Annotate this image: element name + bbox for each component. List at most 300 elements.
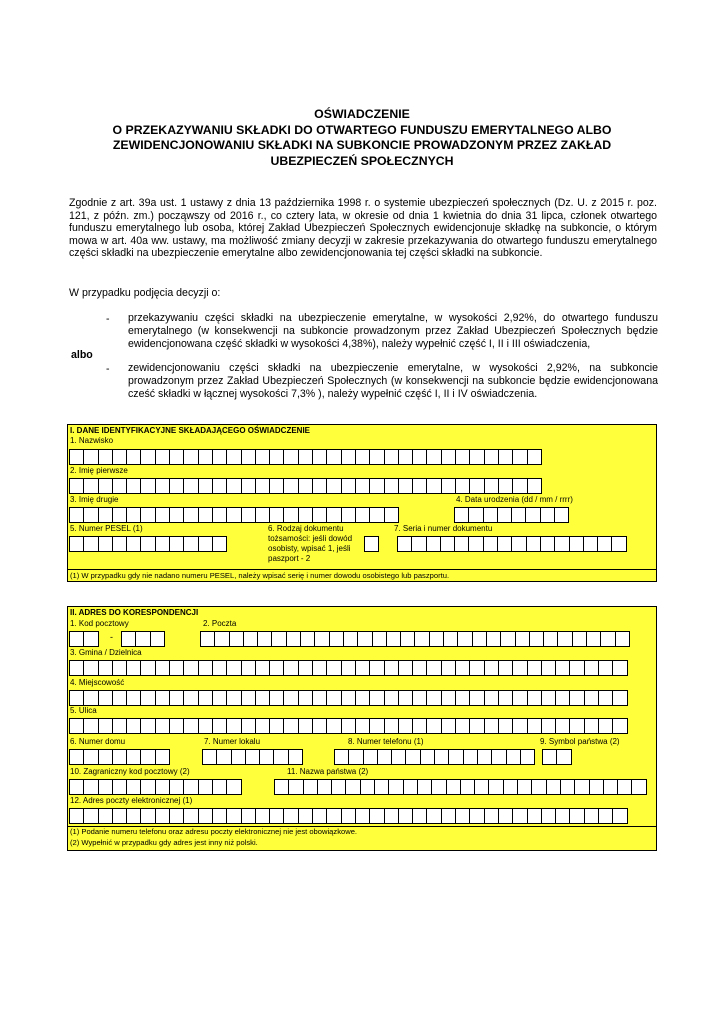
char-box[interactable] <box>312 690 327 706</box>
char-box[interactable] <box>512 718 527 734</box>
char-box[interactable] <box>469 718 484 734</box>
char-box[interactable] <box>269 690 284 706</box>
char-box[interactable] <box>348 749 363 765</box>
char-box[interactable] <box>69 449 84 465</box>
char-box[interactable] <box>241 690 256 706</box>
char-box[interactable] <box>183 779 198 795</box>
char-box[interactable] <box>397 536 412 552</box>
char-box[interactable] <box>512 660 527 676</box>
char-box[interactable] <box>271 631 286 647</box>
char-box[interactable] <box>484 718 499 734</box>
char-box[interactable] <box>198 660 213 676</box>
char-box[interactable] <box>503 779 518 795</box>
char-box[interactable] <box>454 536 469 552</box>
char-box[interactable] <box>274 779 289 795</box>
char-box[interactable] <box>83 718 98 734</box>
char-box[interactable] <box>364 536 379 552</box>
char-box[interactable] <box>355 478 370 494</box>
char-box[interactable] <box>212 718 227 734</box>
char-box[interactable] <box>155 536 170 552</box>
char-box[interactable] <box>140 536 155 552</box>
char-box[interactable] <box>572 631 587 647</box>
document-type-box[interactable] <box>364 536 378 552</box>
char-box[interactable] <box>140 808 155 824</box>
char-box[interactable] <box>483 536 498 552</box>
char-box[interactable] <box>355 718 370 734</box>
char-box[interactable] <box>255 808 270 824</box>
char-box[interactable] <box>326 718 341 734</box>
char-box[interactable] <box>560 779 575 795</box>
char-box[interactable] <box>486 631 501 647</box>
char-box[interactable] <box>112 478 127 494</box>
char-box[interactable] <box>463 749 478 765</box>
char-box[interactable] <box>384 718 399 734</box>
char-box[interactable] <box>155 660 170 676</box>
char-box[interactable] <box>541 690 556 706</box>
street-boxes[interactable] <box>69 718 627 734</box>
char-box[interactable] <box>169 536 184 552</box>
char-box[interactable] <box>140 749 155 765</box>
char-box[interactable] <box>83 690 98 706</box>
char-box[interactable] <box>541 660 556 676</box>
char-box[interactable] <box>269 449 284 465</box>
char-box[interactable] <box>283 690 298 706</box>
char-box[interactable] <box>455 690 470 706</box>
char-box[interactable] <box>612 718 627 734</box>
pesel-boxes[interactable] <box>69 536 226 552</box>
char-box[interactable] <box>631 779 646 795</box>
char-box[interactable] <box>112 449 127 465</box>
char-box[interactable] <box>169 478 184 494</box>
char-box[interactable] <box>527 449 542 465</box>
char-box[interactable] <box>527 808 542 824</box>
char-box[interactable] <box>155 449 170 465</box>
char-box[interactable] <box>341 808 356 824</box>
char-box[interactable] <box>155 507 170 523</box>
char-box[interactable] <box>555 718 570 734</box>
char-box[interactable] <box>483 507 498 523</box>
char-box[interactable] <box>155 808 170 824</box>
char-box[interactable] <box>226 507 241 523</box>
char-box[interactable] <box>212 507 227 523</box>
char-box[interactable] <box>412 478 427 494</box>
char-box[interactable] <box>484 660 499 676</box>
char-box[interactable] <box>600 631 615 647</box>
char-box[interactable] <box>498 449 513 465</box>
char-box[interactable] <box>155 718 170 734</box>
char-box[interactable] <box>169 690 184 706</box>
char-box[interactable] <box>455 660 470 676</box>
char-box[interactable] <box>469 449 484 465</box>
birth-date-boxes[interactable] <box>454 507 568 523</box>
char-box[interactable] <box>527 718 542 734</box>
first-name-boxes[interactable] <box>69 478 541 494</box>
house-number-boxes[interactable] <box>69 749 169 765</box>
char-box[interactable] <box>497 536 512 552</box>
char-box[interactable] <box>414 631 429 647</box>
char-box[interactable] <box>269 718 284 734</box>
char-box[interactable] <box>498 478 513 494</box>
char-box[interactable] <box>484 808 499 824</box>
char-box[interactable] <box>212 449 227 465</box>
char-box[interactable] <box>226 449 241 465</box>
char-box[interactable] <box>183 536 198 552</box>
char-box[interactable] <box>269 808 284 824</box>
char-box[interactable] <box>448 749 463 765</box>
char-box[interactable] <box>126 536 141 552</box>
char-box[interactable] <box>98 478 113 494</box>
char-box[interactable] <box>484 478 499 494</box>
char-box[interactable] <box>183 478 198 494</box>
char-box[interactable] <box>597 536 612 552</box>
char-box[interactable] <box>286 631 301 647</box>
char-box[interactable] <box>183 690 198 706</box>
char-box[interactable] <box>98 507 113 523</box>
char-box[interactable] <box>400 631 415 647</box>
char-box[interactable] <box>540 536 555 552</box>
char-box[interactable] <box>454 507 469 523</box>
char-box[interactable] <box>555 690 570 706</box>
char-box[interactable] <box>531 779 546 795</box>
char-box[interactable] <box>255 690 270 706</box>
char-box[interactable] <box>126 690 141 706</box>
char-box[interactable] <box>326 690 341 706</box>
char-box[interactable] <box>140 660 155 676</box>
char-box[interactable] <box>183 660 198 676</box>
char-box[interactable] <box>469 808 484 824</box>
char-box[interactable] <box>312 808 327 824</box>
char-box[interactable] <box>255 507 270 523</box>
char-box[interactable] <box>369 478 384 494</box>
char-box[interactable] <box>431 779 446 795</box>
char-box[interactable] <box>554 536 569 552</box>
char-box[interactable] <box>241 718 256 734</box>
char-box[interactable] <box>98 808 113 824</box>
char-box[interactable] <box>469 660 484 676</box>
char-box[interactable] <box>198 536 213 552</box>
foreign-postal-code-boxes[interactable] <box>69 779 241 795</box>
char-box[interactable] <box>214 631 229 647</box>
char-box[interactable] <box>283 478 298 494</box>
char-box[interactable] <box>283 449 298 465</box>
char-box[interactable] <box>443 631 458 647</box>
char-box[interactable] <box>446 779 461 795</box>
char-box[interactable] <box>412 808 427 824</box>
char-box[interactable] <box>529 631 544 647</box>
char-box[interactable] <box>417 779 432 795</box>
char-box[interactable] <box>497 507 512 523</box>
char-box[interactable] <box>83 507 98 523</box>
char-box[interactable] <box>372 631 387 647</box>
char-box[interactable] <box>420 749 435 765</box>
char-box[interactable] <box>69 779 84 795</box>
char-box[interactable] <box>391 749 406 765</box>
char-box[interactable] <box>269 507 284 523</box>
char-box[interactable] <box>112 660 127 676</box>
char-box[interactable] <box>312 660 327 676</box>
char-box[interactable] <box>405 749 420 765</box>
char-box[interactable] <box>314 631 329 647</box>
country-symbol-boxes[interactable] <box>542 749 571 765</box>
char-box[interactable] <box>517 779 532 795</box>
char-box[interactable] <box>169 449 184 465</box>
char-box[interactable] <box>412 690 427 706</box>
char-box[interactable] <box>140 449 155 465</box>
apartment-number-boxes[interactable] <box>202 749 302 765</box>
char-box[interactable] <box>398 478 413 494</box>
char-box[interactable] <box>312 478 327 494</box>
postal-code-boxes-a[interactable] <box>69 631 98 647</box>
char-box[interactable] <box>326 449 341 465</box>
char-box[interactable] <box>83 660 98 676</box>
char-box[interactable] <box>83 779 98 795</box>
char-box[interactable] <box>526 536 541 552</box>
char-box[interactable] <box>426 478 441 494</box>
char-box[interactable] <box>546 779 561 795</box>
char-box[interactable] <box>398 690 413 706</box>
char-box[interactable] <box>98 449 113 465</box>
char-box[interactable] <box>112 808 127 824</box>
char-box[interactable] <box>525 507 540 523</box>
char-box[interactable] <box>384 808 399 824</box>
char-box[interactable] <box>569 690 584 706</box>
char-box[interactable] <box>541 718 556 734</box>
char-box[interactable] <box>472 631 487 647</box>
char-box[interactable] <box>555 808 570 824</box>
char-box[interactable] <box>488 779 503 795</box>
char-box[interactable] <box>542 749 557 765</box>
char-box[interactable] <box>555 660 570 676</box>
char-box[interactable] <box>412 660 427 676</box>
char-box[interactable] <box>140 779 155 795</box>
char-box[interactable] <box>69 690 84 706</box>
char-box[interactable] <box>83 631 98 647</box>
char-box[interactable] <box>283 507 298 523</box>
char-box[interactable] <box>584 660 599 676</box>
char-box[interactable] <box>515 631 530 647</box>
char-box[interactable] <box>98 536 113 552</box>
char-box[interactable] <box>355 660 370 676</box>
char-box[interactable] <box>112 779 127 795</box>
char-box[interactable] <box>557 631 572 647</box>
char-box[interactable] <box>455 449 470 465</box>
char-box[interactable] <box>112 507 127 523</box>
char-box[interactable] <box>355 449 370 465</box>
char-box[interactable] <box>226 779 241 795</box>
char-box[interactable] <box>498 808 513 824</box>
char-box[interactable] <box>126 749 141 765</box>
char-box[interactable] <box>226 478 241 494</box>
char-box[interactable] <box>355 808 370 824</box>
char-box[interactable] <box>169 808 184 824</box>
char-box[interactable] <box>198 507 213 523</box>
char-box[interactable] <box>69 507 84 523</box>
char-box[interactable] <box>150 631 165 647</box>
char-box[interactable] <box>126 449 141 465</box>
char-box[interactable] <box>255 660 270 676</box>
char-box[interactable] <box>169 718 184 734</box>
char-box[interactable] <box>98 779 113 795</box>
char-box[interactable] <box>331 779 346 795</box>
char-box[interactable] <box>574 779 589 795</box>
char-box[interactable] <box>212 478 227 494</box>
char-box[interactable] <box>455 718 470 734</box>
char-box[interactable] <box>511 507 526 523</box>
char-box[interactable] <box>384 478 399 494</box>
char-box[interactable] <box>583 536 598 552</box>
char-box[interactable] <box>241 449 256 465</box>
char-box[interactable] <box>98 749 113 765</box>
char-box[interactable] <box>512 449 527 465</box>
char-box[interactable] <box>312 449 327 465</box>
char-box[interactable] <box>498 718 513 734</box>
char-box[interactable] <box>441 449 456 465</box>
char-box[interactable] <box>512 808 527 824</box>
char-box[interactable] <box>126 478 141 494</box>
char-box[interactable] <box>298 449 313 465</box>
char-box[interactable] <box>69 718 84 734</box>
char-box[interactable] <box>426 690 441 706</box>
char-box[interactable] <box>384 660 399 676</box>
phone-boxes[interactable] <box>334 749 534 765</box>
char-box[interactable] <box>298 478 313 494</box>
char-box[interactable] <box>506 749 521 765</box>
char-box[interactable] <box>398 718 413 734</box>
char-box[interactable] <box>183 507 198 523</box>
char-box[interactable] <box>298 690 313 706</box>
char-box[interactable] <box>198 779 213 795</box>
char-box[interactable] <box>83 808 98 824</box>
char-box[interactable] <box>112 718 127 734</box>
char-box[interactable] <box>469 690 484 706</box>
char-box[interactable] <box>140 690 155 706</box>
char-box[interactable] <box>212 690 227 706</box>
char-box[interactable] <box>589 779 604 795</box>
char-box[interactable] <box>455 808 470 824</box>
char-box[interactable] <box>326 808 341 824</box>
char-box[interactable] <box>326 507 341 523</box>
char-box[interactable] <box>69 536 84 552</box>
char-box[interactable] <box>460 779 475 795</box>
char-box[interactable] <box>241 478 256 494</box>
char-box[interactable] <box>198 808 213 824</box>
char-box[interactable] <box>441 718 456 734</box>
char-box[interactable] <box>426 449 441 465</box>
char-box[interactable] <box>83 749 98 765</box>
char-box[interactable] <box>369 808 384 824</box>
char-box[interactable] <box>255 478 270 494</box>
char-box[interactable] <box>541 808 556 824</box>
char-box[interactable] <box>584 808 599 824</box>
char-box[interactable] <box>469 478 484 494</box>
char-box[interactable] <box>441 808 456 824</box>
char-box[interactable] <box>527 690 542 706</box>
char-box[interactable] <box>343 631 358 647</box>
char-box[interactable] <box>598 718 613 734</box>
char-box[interactable] <box>377 749 392 765</box>
char-box[interactable] <box>598 808 613 824</box>
char-box[interactable] <box>345 779 360 795</box>
char-box[interactable] <box>226 718 241 734</box>
char-box[interactable] <box>441 690 456 706</box>
char-box[interactable] <box>298 507 313 523</box>
char-box[interactable] <box>140 718 155 734</box>
char-box[interactable] <box>388 779 403 795</box>
char-box[interactable] <box>303 779 318 795</box>
char-box[interactable] <box>135 631 150 647</box>
char-box[interactable] <box>98 660 113 676</box>
char-box[interactable] <box>169 507 184 523</box>
surname-boxes[interactable] <box>69 449 541 465</box>
char-box[interactable] <box>612 660 627 676</box>
char-box[interactable] <box>484 449 499 465</box>
locality-boxes[interactable] <box>69 690 627 706</box>
char-box[interactable] <box>384 690 399 706</box>
char-box[interactable] <box>273 749 288 765</box>
char-box[interactable] <box>112 536 127 552</box>
char-box[interactable] <box>527 478 542 494</box>
char-box[interactable] <box>69 631 84 647</box>
char-box[interactable] <box>183 718 198 734</box>
char-box[interactable] <box>520 749 535 765</box>
char-box[interactable] <box>603 779 618 795</box>
char-box[interactable] <box>341 478 356 494</box>
char-box[interactable] <box>512 478 527 494</box>
char-box[interactable] <box>441 660 456 676</box>
char-box[interactable] <box>384 507 399 523</box>
char-box[interactable] <box>288 749 303 765</box>
char-box[interactable] <box>426 718 441 734</box>
char-box[interactable] <box>198 690 213 706</box>
char-box[interactable] <box>200 631 215 647</box>
char-box[interactable] <box>617 779 632 795</box>
char-box[interactable] <box>231 749 246 765</box>
char-box[interactable] <box>512 690 527 706</box>
char-box[interactable] <box>269 478 284 494</box>
char-box[interactable] <box>412 718 427 734</box>
char-box[interactable] <box>229 631 244 647</box>
char-box[interactable] <box>426 808 441 824</box>
char-box[interactable] <box>83 449 98 465</box>
char-box[interactable] <box>457 631 472 647</box>
char-box[interactable] <box>334 749 349 765</box>
char-box[interactable] <box>341 690 356 706</box>
char-box[interactable] <box>412 449 427 465</box>
char-box[interactable] <box>169 660 184 676</box>
char-box[interactable] <box>527 660 542 676</box>
char-box[interactable] <box>283 660 298 676</box>
char-box[interactable] <box>283 808 298 824</box>
char-box[interactable] <box>612 808 627 824</box>
post-office-boxes[interactable] <box>200 631 629 647</box>
char-box[interactable] <box>598 660 613 676</box>
char-box[interactable] <box>245 749 260 765</box>
char-box[interactable] <box>411 536 426 552</box>
char-box[interactable] <box>484 690 499 706</box>
char-box[interactable] <box>357 631 372 647</box>
char-box[interactable] <box>426 660 441 676</box>
char-box[interactable] <box>69 808 84 824</box>
char-box[interactable] <box>312 507 327 523</box>
char-box[interactable] <box>69 478 84 494</box>
email-boxes[interactable] <box>69 808 627 824</box>
char-box[interactable] <box>355 507 370 523</box>
char-box[interactable] <box>69 749 84 765</box>
char-box[interactable] <box>255 449 270 465</box>
char-box[interactable] <box>569 808 584 824</box>
char-box[interactable] <box>198 718 213 734</box>
char-box[interactable] <box>241 808 256 824</box>
